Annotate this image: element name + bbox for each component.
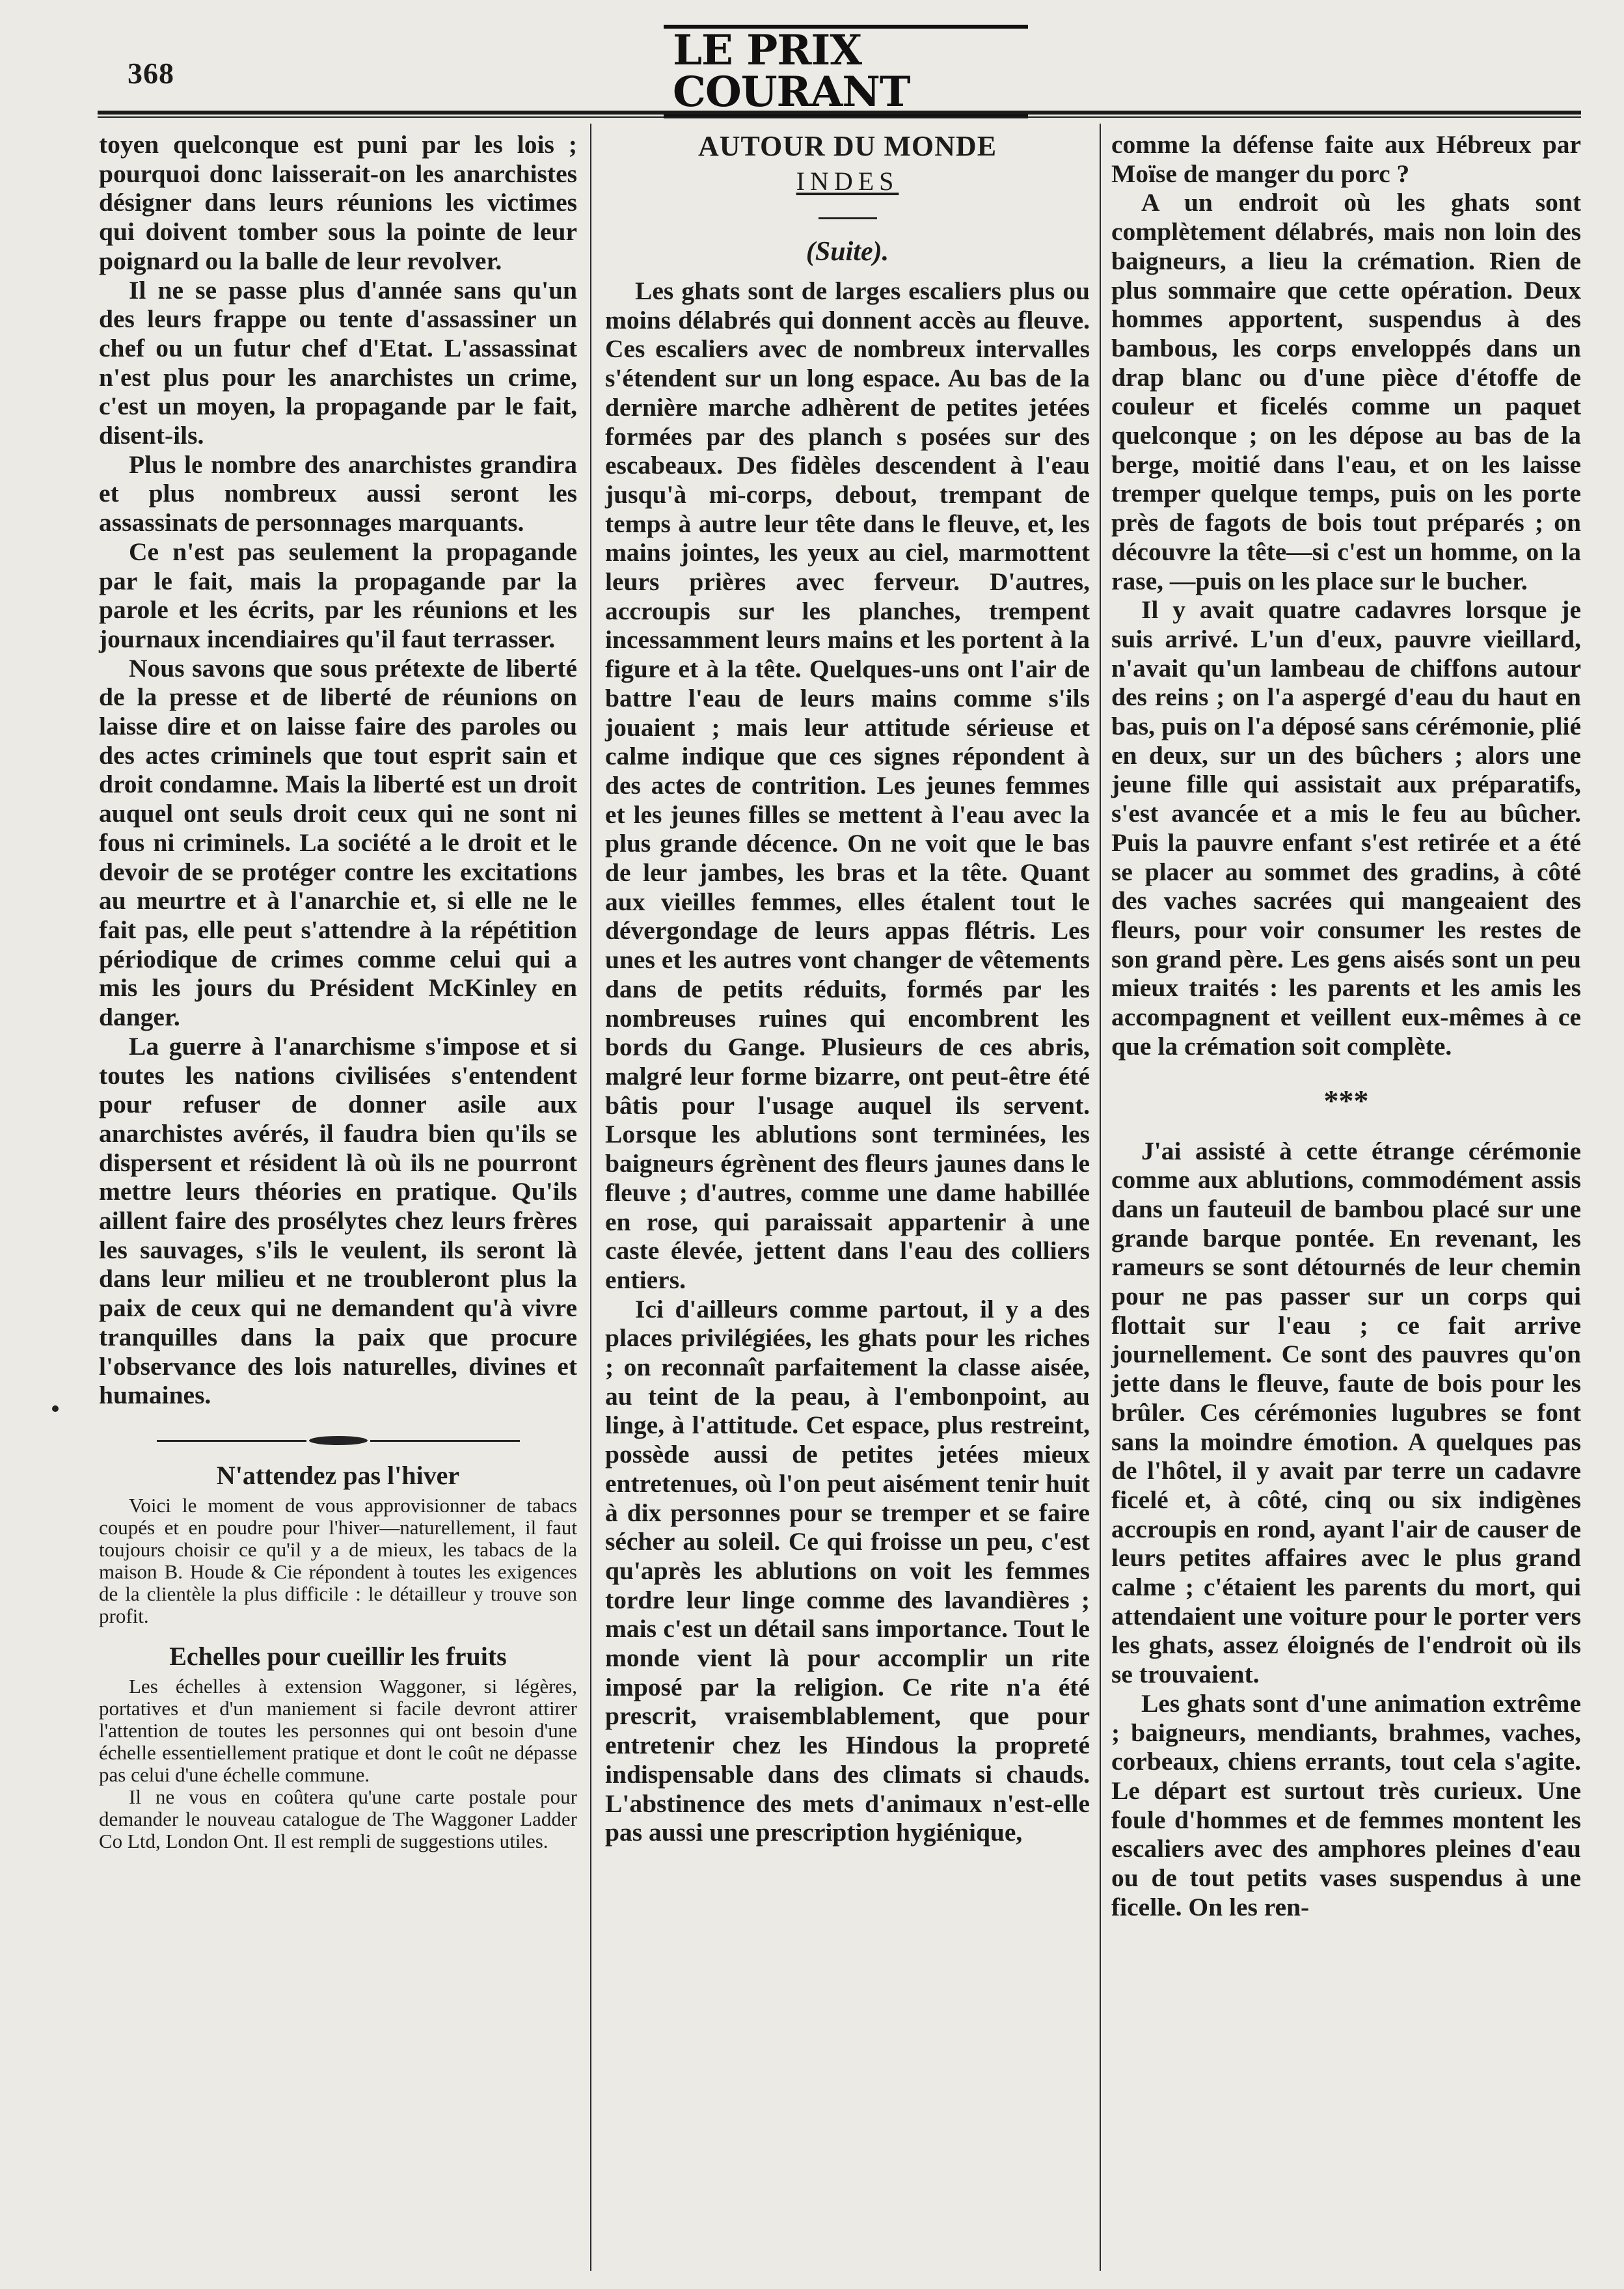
right-column [1111, 130, 1581, 1921]
section-separator [819, 217, 877, 219]
paragraph: comme la défense faite aux Hébreux par Moïse de manger du porc ? [1111, 130, 1581, 188]
section-title: AUTOUR DU MONDE [697, 130, 997, 162]
ornament-divider [99, 1429, 577, 1449]
ad-body-ladders [99, 1675, 577, 1852]
page-number: 368 [128, 57, 174, 90]
column-divider-1 [590, 124, 591, 2271]
ad-paragraph: Les échelles à extension Waggoner, si légères, portatives et d'un maniement si facile devront attirer l'attention de toutes les personnes qui ont besoin d'une échelle essentiellement pratique et dont le coût ne dépasse pas celui d'une échelle commune. [99, 1674, 577, 1786]
ad-title-tobacco: N'attendez pas l'hiver [216, 1460, 460, 1490]
ornament-line [370, 1440, 520, 1442]
paragraph: Il y avait quatre cadavres lorsque je suis arrivé. L'un d'eux, pauvre vieillard, n'avait qu'un lambeau de chiffons autour des reins ; on l'a aspergé d'eau du haut en bas, puis on l'a déposé sans cérémonie, plié en deux, sur un des bûchers ; alors une jeune fille qui assistait aux préparatifs, s'est avancée et a mis le feu au bûcher. Puis la pauvre enfant s'est retirée et a été se placer au sommet des gradins, à côté des vaches sacrées qui mangeaient des fleurs, pour voir consumer les restes de son grand père. Les gens aisés sont un peu mieux traités : les parents et les amis les accompagnent et veillent eux-mêmes à ce que la crémation soit complète. [1111, 595, 1581, 1061]
paragraph: A un endroit où les ghats sont complètement délabrés, mais non loin des baigneurs, a lieu la crémation. Rien de plus sommaire que cette opération. Deux hommes apportent, suspendus à des bambous, les corps enveloppés dans un drap blanc ou d'une pièce d'étoffe de couleur et ficelés comme un paquet quelconque ; on les dépose au bas de la berge, moitié dans l'eau, et on les laisse tremper quelque temps, puis on les porte près de fagots de bois tout préparés ; on découvre la tête—si c'est un homme, on la rase, —puis on les place sur le bucher. [1111, 188, 1581, 595]
paragraph: Les ghats sont d'une animation extrême ; baigneurs, mendiants, brahmes, vaches, corbeaux, chiens errants, tout cela s'agite. Le départ est surtout très curieux. Une foule d'hommes et de femmes montent les escaliers avec des amphores pleines d'eau ou de tout petits vases suspendus à une ficelle. On les ren- [1111, 1688, 1581, 1921]
middle-column [605, 130, 1090, 1847]
margin-mark [52, 1405, 59, 1412]
asterism: *** [1323, 1083, 1369, 1117]
paragraph: Plus le nombre des anarchistes grandira et plus nombreux aussi seront les assassinats de personnages marquants. [99, 450, 577, 537]
ad-paragraph: Voici le moment de vous approvisionner de tabacs coupés et en poudre pour l'hiver—naturellement, il faut toujours choisir ce qu'il y a de mieux, les tabacs de la maison B. Houde & Cie répondent à toutes les exigences de la clientèle la plus difficile : le détailleur y trouve son profit. [99, 1493, 577, 1627]
continued-label: (Suite). [805, 237, 889, 267]
paragraph: Ce n'est pas seulement la propagande par le fait, mais la propagande par la parole et les écrits, par les réunions et les journaux incendiaires qu'il faut terrasser. [99, 537, 577, 653]
left-column [99, 130, 577, 1852]
column-divider-2 [1100, 124, 1101, 2271]
paragraph: toyen quelconque est puni par les lois ; pourquoi donc laisserait-on les anarchistes désigner dans leurs réunions les victimes qui doivent tomber sous la pointe de leur poignard ou la balle de leur revolver. [99, 130, 577, 275]
header-rule [98, 111, 1581, 118]
masthead [664, 26, 1028, 116]
ad-body-tobacco [99, 1495, 577, 1627]
ad-title-ladders: Echelles pour cueillir les fruits [169, 1641, 507, 1671]
ad-paragraph: Il ne vous en coûtera qu'une carte postale pour demander le nouveau catalogue de The Waggoner Ladder Co Ltd, London Ont. Il est rempli de suggestions utiles. [99, 1785, 577, 1852]
ornament-center [309, 1436, 368, 1445]
paragraph: Les ghats sont de larges escaliers plus ou moins délabrés qui donnent accès au fleuve. Ces escaliers avec de nombreux intervalles s'étendent sur un long espace. Au bas de la dernière marche adhèrent de petites jetées formées par des planch s posées sur des escabeaux. Des fidèles descendent à l'eau jusqu'à mi-corps, debout, trempant de temps à autre leur tête dans le fleuve, et, les mains jointes, les yeux au ciel, marmottent leurs prières avec ferveur. D'autres, accroupis sur les planches, trempent incessamment leurs mains et les portent à la figure et à la tête. Quelques-uns ont l'air de battre l'eau de leurs mains comme s'ils jouaient ; mais leur attitude sérieuse et calme indique que ces signes répondent à des actes de contrition. Les jeunes femmes et les jeunes filles se mettent à l'eau avec la plus grande décence. On ne voit que le bas de leur jambes, les bras et la tête. Quant aux vieilles femmes, elles étalent tout le dévergondage de leurs appas flétris. Les unes et les autres vont changer de vêtements dans de petits réduits, formés par les nombreuses ruines qui encombrent les bords du Gange. Plusieurs de ces abris, malgré leur forme bizarre, ont peut-être été bâtis pour l'usage auquel ils servent. Lorsque les ablutions sont terminées, les baigneurs égrènent des fleurs jaunes dans le fleuve ; d'autres, comme une dame habillée en rose, qui paraissait appartenir à une caste élevée, jettent dans l'eau des colliers entiers. [605, 277, 1090, 1294]
paragraph: Nous savons que sous prétexte de liberté de la presse et de liberté de réunions on laisse dire et on laisse faire des paroles ou des actes criminels que tout esprit sain et droit condamne. Mais la liberté est un droit auquel ont seuls droit ceux qui ne sont ni fous ni criminels. La société a le droit et le devoir de se protéger contre les excitations au meurtre et à l'anarchie et, si elle ne le fait pas, elle peut s'attendre à la répétition périodique de crimes comme celui qui a mis les jours du Président McKinley en danger. [99, 653, 577, 1032]
paragraph: J'ai assisté à cette étrange cérémonie comme aux ablutions, commodément assis dans un fauteuil de bambou placé sur une grande barque pontée. En revenant, les rameurs se sont détournés de leur chemin pour ne pas passer sur un corps qui flottait sur l'eau ; ce fait arrive journellement. Ce sont des pauvres qu'on jette dans le fleuve, faute de bois pour les brûler. Ces cérémonies lugubres se font sans la moindre émotion. A quelques pas de l'hôtel, il y avait par terre un cadavre ficelé et, à côté, cinq ou six indigènes accroupis en rond, ayant l'air de causer de leurs petites affaires avec le plus grand calme ; c'étaient les parents du mort, qui attendaient une voiture pour le porter vers les ghats, assez éloignés de l'endroit où ils se trouvaient. [1111, 1136, 1581, 1689]
section-subtitle: INDES [796, 167, 899, 196]
paragraph: Ici d'ailleurs comme partout, il y a des places privilégiées, les ghats pour les riches ; on reconnaît parfaitement la classe aisée, au teint de la peau, à l'embonpoint, au linge, à l'attitude. Cet espace, plus restreint, possède aussi de petites jetées mieux entretenues, où l'on peut aisément tenir huit à dix personnes pour se tremper et se faire sécher au soleil. Ce qui froisse un peu, c'est qu'après les ablutions on voit les femmes tordre leur linge comme des lavandières ; mais c'est un détail sans importance. Tout le monde vient là pour accomplir un rite imposé par la religion. Ce rite n'a été prescrit, vraisemblablement, que pour entretenir chez les Hindous la propreté indispensable dans des climats si chauds. L'abstinence des mets d'animaux n'est-elle pas aussi une prescription hygiénique, [605, 1294, 1090, 1847]
paragraph: Il ne se passe plus d'année sans qu'un des leurs frappe ou tente d'assassiner un chef ou un futur chef d'Etat. L'assassinat n'est plus pour les anarchistes un crime, c'est un moyen, la propagande par le fait, disent-ils. [99, 275, 577, 450]
ornament-line [157, 1440, 306, 1442]
masthead-title: LE PRIX COURANT [664, 25, 1028, 118]
paragraph: La guerre à l'anarchisme s'impose et si toutes les nations civilisées s'entendent pour refuser de donner asile aux anarchistes avérés, il faudra bien qu'ils se dispersent et résident là où ils ne pourront mettre leurs théories en pratique. Qu'ils aillent faire des prosélytes chez leurs frères les sauvages, s'ils le veulent, ils seront là dans leur milieu et ne troubleront plus la paix de ceux qui ne demandent qu'à vivre tranquilles dans la paix que procure l'observance des lois naturelles, divines et humaines. [99, 1031, 577, 1410]
